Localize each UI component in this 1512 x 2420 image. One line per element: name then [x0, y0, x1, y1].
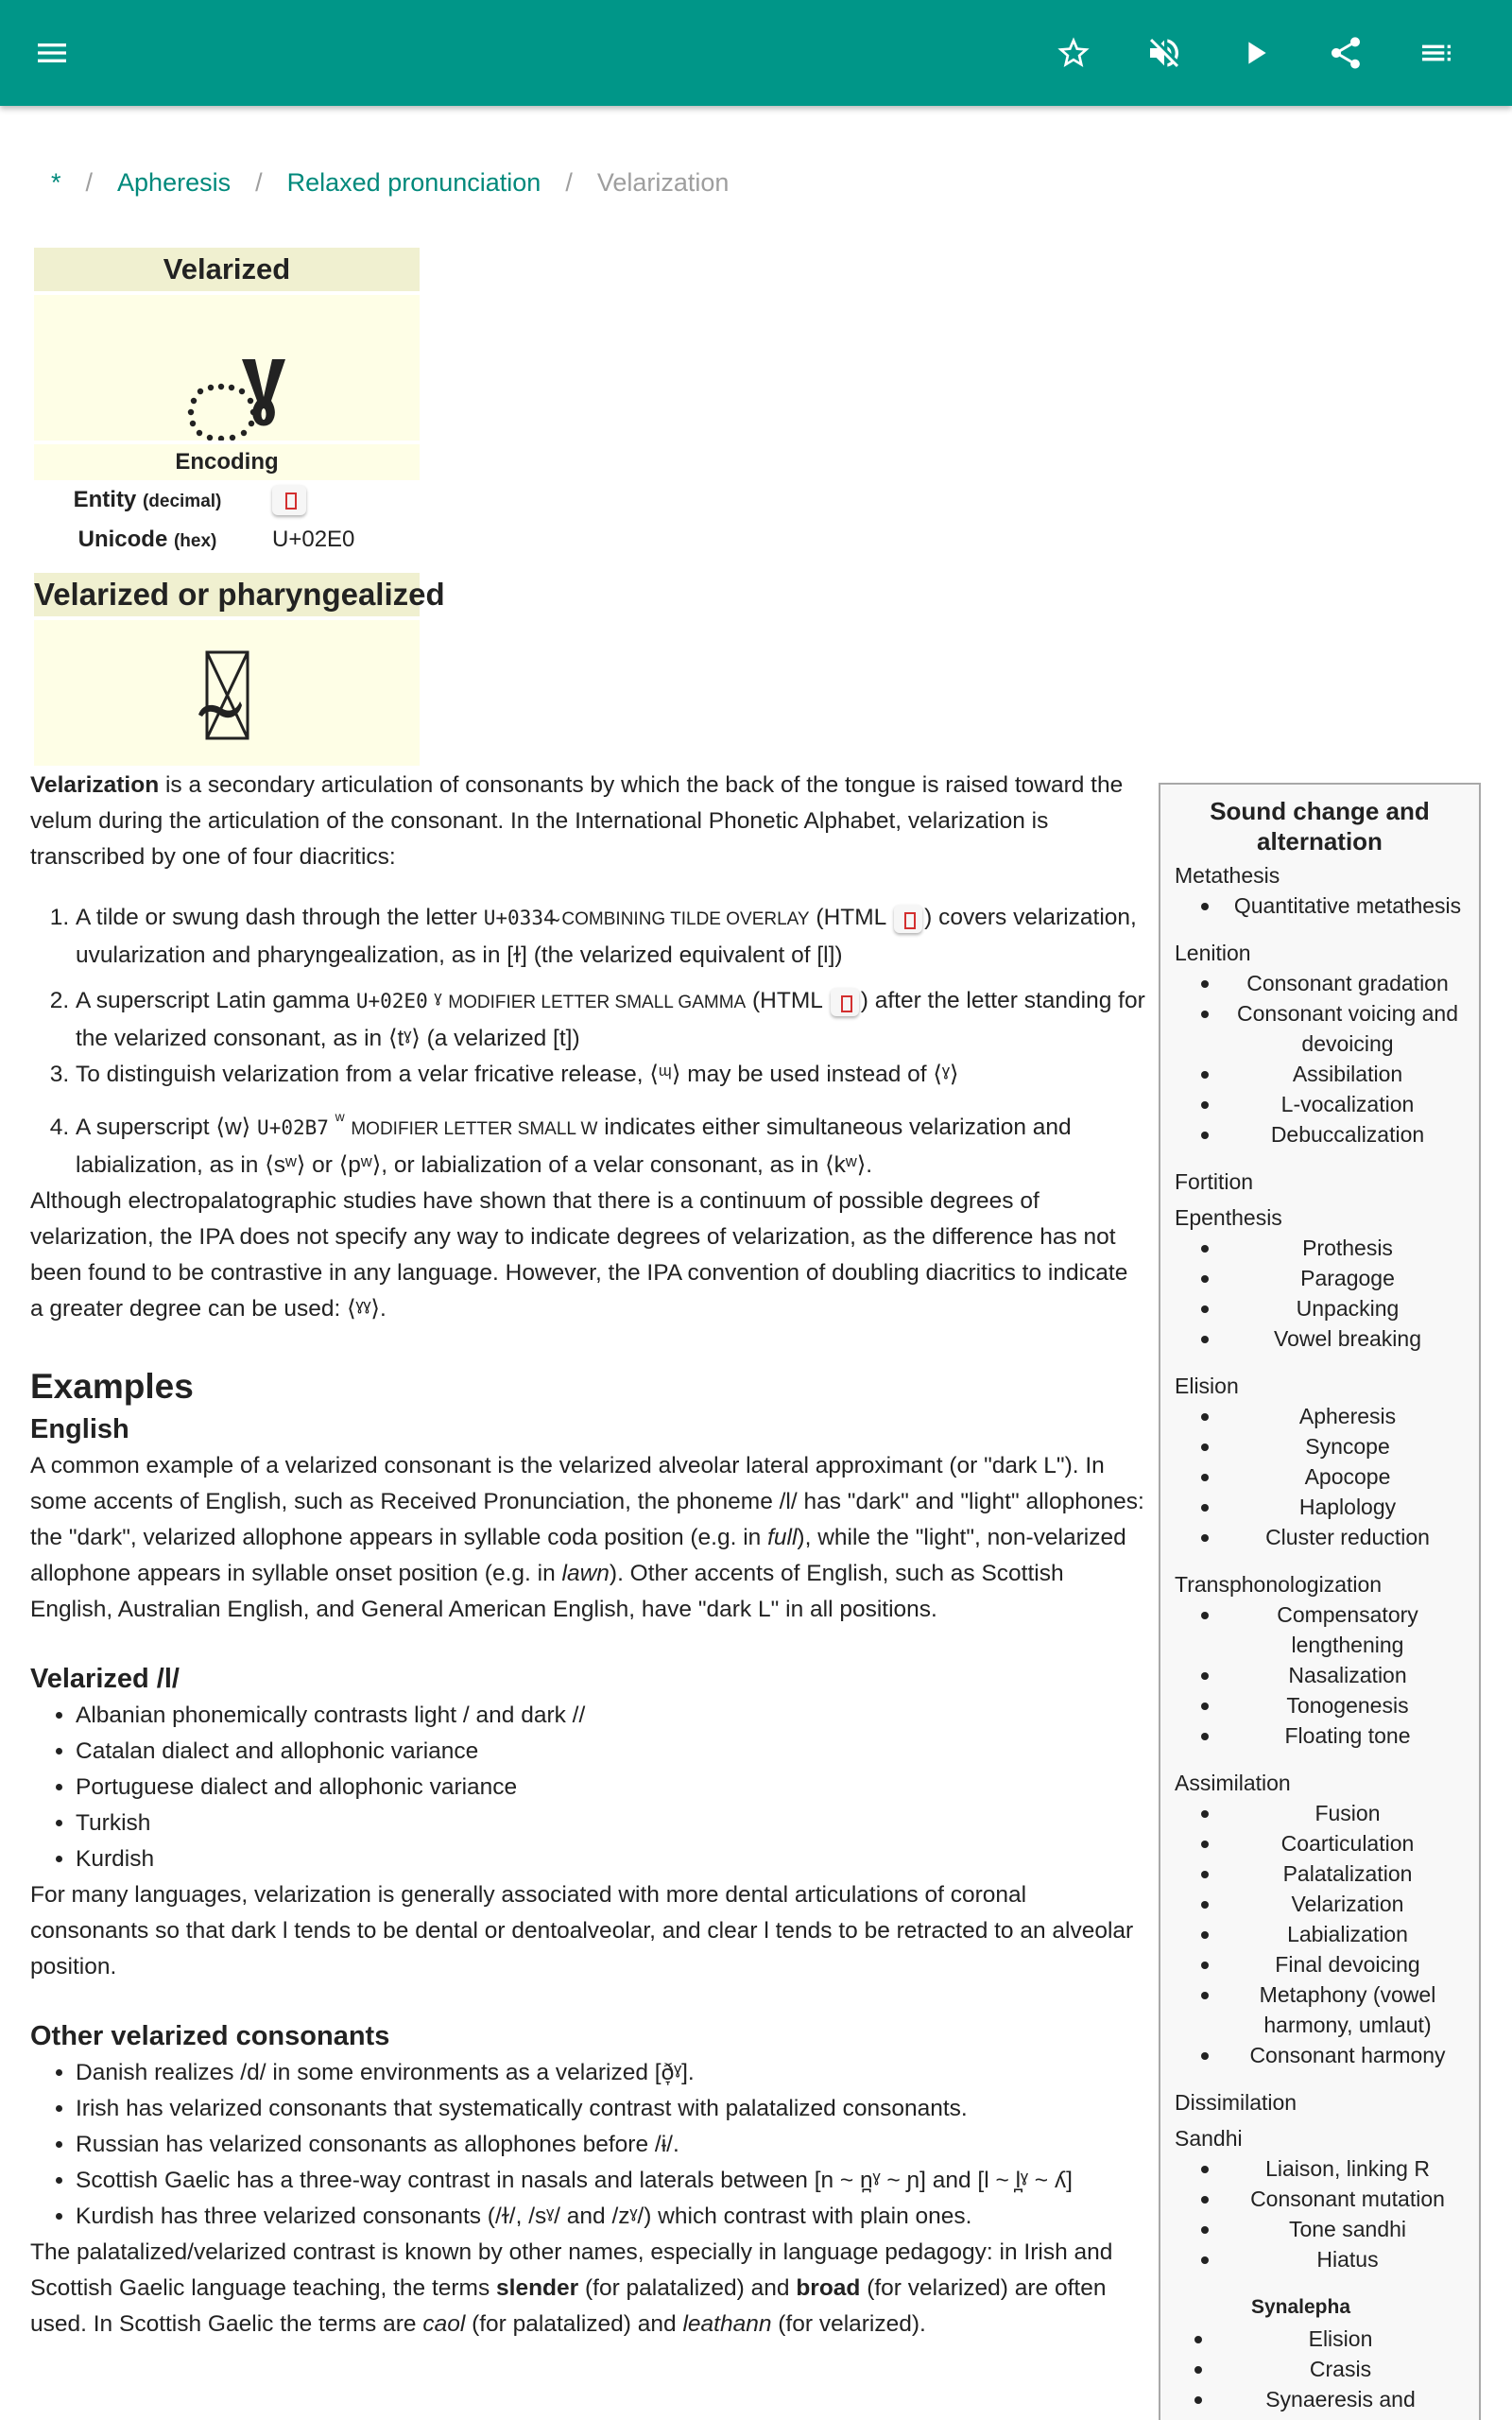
- text: (for palatalized) and: [578, 2275, 797, 2302]
- navbox-group-label[interactable]: Lenition: [1175, 941, 1251, 965]
- navbox-link-liaison-linking-r[interactable]: Liaison, linking R: [1175, 2153, 1479, 2184]
- term-italic: leathann: [682, 2311, 772, 2338]
- navbox-group-epenthesis: [1160, 1202, 1479, 1354]
- navbox-group-label[interactable]: Transphonologization: [1175, 1572, 1383, 1597]
- unicode-value: U+02E0: [272, 527, 355, 552]
- text: The palatalized/velarized contrast is known by other names, especially in language pedagogy: in Irish and Scottish Gaelic language teaching, the terms: [30, 2239, 1113, 2302]
- breadcrumb-separator: /: [255, 168, 263, 197]
- example-word: full: [767, 1525, 798, 1551]
- html-entity-button[interactable]: [894, 905, 922, 933]
- navbox-link-paragoge[interactable]: Paragoge: [1175, 1263, 1479, 1293]
- navbox-group-label[interactable]: Dissimilation: [1175, 2090, 1297, 2115]
- navbox-list: [1175, 1599, 1479, 1751]
- examples-heading: Examples: [30, 1367, 194, 1407]
- unicode-name: MODIFIER LETTER SMALL GAMMA: [448, 993, 747, 1012]
- text: (for velarized) are often used. In Scottish Gaelic the terms are: [30, 2275, 1107, 2338]
- item-text: (HTML: [746, 988, 829, 1013]
- entity-label: Entity: [73, 487, 137, 512]
- term-bold: Velarization: [30, 772, 160, 798]
- navbox-group-fortition: [1160, 1167, 1479, 1197]
- unicode-sub: (hex): [173, 531, 217, 551]
- article-body: [30, 768, 1145, 2342]
- degrees-paragraph: Although electropalatographic studies have shown that there is a continuum of possible degrees of velarization, the IPA does not specify any way to indicate degrees of velarization, as the difference has not been found to be contrastive in any language. However, the IPA convention of doubling diacritics to indicate a greater degree can be used: ⟨ˠˠ⟩.: [30, 1188, 1128, 1322]
- navbox-link-final-devoicing[interactable]: Final devoicing: [1175, 1949, 1479, 1979]
- navbox-link-fusion[interactable]: Fusion: [1175, 1798, 1479, 1828]
- text: (for palatalized) and: [465, 2311, 683, 2338]
- html-entity-button[interactable]: [831, 988, 859, 1016]
- navbox-link-tone-sandhi[interactable]: Tone sandhi: [1175, 2214, 1479, 2244]
- navbox-link-assibilation[interactable]: Assibilation: [1175, 1059, 1479, 1089]
- navbox-link-l-vocalization[interactable]: L-vocalization: [1175, 1089, 1479, 1119]
- text: ), while the "light", non-velarized allophone appears in syllable onset position (e.g. in: [30, 1525, 1126, 1587]
- navbox-link-debuccalization[interactable]: Debuccalization: [1175, 1119, 1479, 1150]
- list-item: • Albanian phonemically contrasts light / and dark //: [76, 1698, 1145, 1734]
- unicode-name: MODIFIER LETTER SMALL W: [351, 1119, 598, 1140]
- navbox-group-assimilation: [1160, 1768, 1479, 2070]
- encoding-heading: Encoding: [34, 444, 420, 480]
- glyph: ʷ: [335, 1110, 345, 1131]
- navbox-link-floating-tone[interactable]: Floating tone: [1175, 1720, 1479, 1751]
- intro-text: is a secondary articulation of consonants by which the back of the tongue is raised toward the velum during the articulation of the consonant. In the International Phonetic Alphabet, velarization is transcribed by one of four diacritics:: [30, 772, 1124, 870]
- list-item: • Irish has velarized consonants that systematically contrast with palatalized consonants.: [76, 2091, 1145, 2127]
- navbox-link-quantitative-metathesis[interactable]: Quantitative metathesis: [1175, 890, 1479, 921]
- breadcrumb-apheresis[interactable]: Apheresis: [117, 168, 232, 197]
- infobox: [34, 248, 445, 766]
- text: A common example of a velarized consonant is the velarized alveolar lateral approximant (or "dark L"). In some accents of English, such as Received Pronunciation, the phoneme /l/ has "dark" and "light" allophones: the "dark", velarized allophone appears in syllable coda position (e.g. in: [30, 1453, 1144, 1551]
- navbox-subheading-synalepha[interactable]: Synalepha: [1250, 2296, 1351, 2318]
- diacritics-list: [30, 900, 1145, 1184]
- mute-button[interactable]: [1141, 29, 1188, 77]
- list-item: • Danish realizes /d/ in some environments as a velarized [ð̞ˠ].: [76, 2055, 1145, 2091]
- navbox-link-coarticulation[interactable]: Coarticulation: [1175, 1828, 1479, 1858]
- item-text: ) covers velarization, uvularization and pharyngealization, as in [ɫ] (the velarized equivalent of [l]): [76, 905, 1137, 968]
- english-paragraph: [30, 1448, 1145, 1628]
- navbox-group-label[interactable]: Epenthesis: [1175, 1205, 1282, 1230]
- navbox-link-consonant-gradation[interactable]: Consonant gradation: [1175, 968, 1479, 998]
- navbox-link-haplology[interactable]: Haplology: [1175, 1492, 1479, 1522]
- infobox-title: Velarized: [34, 248, 420, 291]
- volume-off-icon: [1145, 34, 1183, 72]
- navbox-list: [1175, 1798, 1479, 2070]
- list-item: [76, 983, 1145, 1057]
- intro-paragraph: [30, 768, 1145, 875]
- missing-glyph-tilde-icon: [34, 620, 420, 766]
- breadcrumb-current: Velarization: [596, 168, 730, 197]
- navbox-link-consonant-voicing-and-devoicing[interactable]: Consonant voicing and devoicing: [1175, 998, 1479, 1059]
- share-icon: [1327, 34, 1365, 72]
- breadcrumb-relaxed-pronunciation[interactable]: Relaxed pronunciation: [286, 168, 541, 197]
- navbox-link-compensatory-lengthening[interactable]: Compensatory lengthening: [1175, 1599, 1479, 1660]
- navbox-link-prothesis[interactable]: Prothesis: [1175, 1233, 1479, 1263]
- navbox-group-lenition: [1160, 938, 1479, 1150]
- app-bar: [0, 0, 1512, 106]
- list-item: • Scottish Gaelic has a three-way contrast in nasals and laterals between [n ~ n̪ˠ ~ ɲ] and [l ~ l̪ˠ ~ ʎ]: [76, 2163, 1145, 2199]
- navbox-group-label[interactable]: Elision: [1175, 1374, 1239, 1398]
- navbox-link-nasalization[interactable]: Nasalization: [1175, 1660, 1479, 1690]
- navbox-link-unpacking[interactable]: Unpacking: [1175, 1293, 1479, 1323]
- navbox-link-consonant-harmony[interactable]: Consonant harmony: [1175, 2040, 1479, 2070]
- velarized-l-list: [30, 1698, 1145, 1877]
- menu-button[interactable]: [28, 29, 76, 77]
- navbox-link-cluster-reduction[interactable]: Cluster reduction: [1175, 1522, 1479, 1552]
- star-outline-icon: [1055, 34, 1092, 72]
- navbox-list: [1175, 1401, 1479, 1552]
- navbox-link-tonogenesis[interactable]: Tonogenesis: [1175, 1690, 1479, 1720]
- navbox-link-apheresis[interactable]: Apheresis: [1175, 1401, 1479, 1431]
- unicode-code: U+02B7: [257, 1116, 329, 1140]
- list-item: • Kurdish has three velarized consonants (/ɫ/, /sˠ/ and /zˠ/) which contrast with plain ones.: [76, 2199, 1145, 2235]
- tilde-overlay-glyph: [34, 620, 420, 766]
- navbox-group-label[interactable]: Assimilation: [1175, 1771, 1291, 1795]
- unicode-code: U+0334: [483, 907, 556, 929]
- breadcrumb-separator: /: [565, 168, 573, 197]
- term-italic: caol: [422, 2311, 466, 2338]
- list-item: • Portuguese dialect and allophonic variance: [76, 1770, 1145, 1806]
- velarized-glyph: [34, 295, 420, 441]
- unicode-name: COMBINING TILDE OVERLAY: [561, 909, 810, 929]
- navbox-group-sandhi: [1160, 2123, 1479, 2274]
- item-text: indicates either simultaneous velarization and labialization, as in ⟨sʷ⟩ or ⟨pʷ⟩, or labialization of a velar consonant, as in ⟨kʷ⟩.: [76, 1115, 1072, 1179]
- navbox-link-apocope[interactable]: Apocope: [1175, 1461, 1479, 1492]
- navbox-list: [1175, 968, 1479, 1150]
- navbox-group-label[interactable]: Metathesis: [1175, 863, 1280, 888]
- entity-sub: (decimal): [142, 492, 222, 511]
- navbox-group-metathesis: [1160, 860, 1479, 921]
- pedagogy-paragraph: [30, 2235, 1145, 2342]
- navbox-group-dissimilation: [1160, 2087, 1479, 2118]
- play-button[interactable]: [1231, 29, 1279, 77]
- other-consonants-heading: Other velarized consonants: [30, 2021, 390, 2052]
- sound-change-navbox: [1159, 783, 1481, 2420]
- unicode-row: [34, 520, 420, 560]
- list-item: • Kurdish: [76, 1841, 1145, 1877]
- item-text: ) after the letter standing for the velarized consonant, as in ⟨tˠ⟩ (a velarized [t]): [76, 988, 1145, 1051]
- dental-paragraph: For many languages, velarization is generally associated with more dental articulations of coronal consonants so that dark l tends to be dental or dentoalveolar, and clear l tends to be retracted to an alveolar position.: [30, 1882, 1134, 1980]
- navbox-group-label[interactable]: Fortition: [1175, 1169, 1254, 1194]
- list-item: [76, 1057, 1145, 1093]
- list-item: • Russian has velarized consonants as allophones before /ɨ/.: [76, 2127, 1145, 2163]
- example-word: lawn: [561, 1561, 610, 1587]
- unicode-code: U+02E0: [355, 990, 428, 1012]
- navbox-link-syncope[interactable]: Syncope: [1175, 1431, 1479, 1461]
- navbox-link-synaeresis-and[interactable]: Synaeresis and: [1160, 2384, 1479, 2414]
- contents-button[interactable]: [1413, 29, 1460, 77]
- item-text: To distinguish velarization from a velar fricative release, ⟨ᶭ⟩ may be used instead of ⟨ˠ⟩: [76, 1062, 959, 1087]
- bookmark-button[interactable]: [1050, 29, 1097, 77]
- unicode-label: Unicode: [77, 527, 168, 552]
- breadcrumb: [51, 168, 729, 198]
- dotted-circle-gamma-icon: [34, 295, 420, 441]
- text: (for velarized).: [771, 2311, 926, 2338]
- breadcrumb-separator: /: [85, 168, 94, 197]
- navbox-link-consonant-mutation[interactable]: Consonant mutation: [1175, 2184, 1479, 2214]
- item-text: A superscript ⟨w⟩: [76, 1115, 258, 1141]
- item-text: A tilde or swung dash through the letter: [76, 905, 484, 930]
- navbox-link-vowel-breaking[interactable]: Vowel breaking: [1175, 1323, 1479, 1354]
- navbox-list: [1175, 2153, 1479, 2274]
- english-heading: English: [30, 1414, 129, 1445]
- other-consonants-list: [30, 2055, 1145, 2235]
- list-item: [76, 1102, 1145, 1184]
- navbox-list: [1160, 2324, 1479, 2414]
- play-icon: [1236, 34, 1274, 72]
- share-button[interactable]: [1322, 29, 1369, 77]
- navbox-list: [1175, 1233, 1479, 1354]
- infobox-title-2: Velarized or pharyngealized: [34, 573, 420, 616]
- velarized-l-heading: Velarized /l/: [30, 1664, 180, 1695]
- list-item: [76, 900, 1145, 974]
- navbox-title: Sound change and alternation: [1210, 797, 1430, 856]
- navbox-list: [1175, 890, 1479, 921]
- navbox-link-elision[interactable]: Elision: [1160, 2324, 1479, 2354]
- navbox-link-crasis[interactable]: Crasis: [1160, 2354, 1479, 2384]
- entity-copy-button[interactable]: [272, 485, 306, 515]
- list-item: • Catalan dialect and allophonic variance: [76, 1734, 1145, 1770]
- item-text: A superscript Latin gamma: [76, 988, 356, 1013]
- navbox-link-palatalization[interactable]: Palatalization: [1175, 1858, 1479, 1889]
- playlist-icon: [1418, 34, 1455, 72]
- entity-row: [34, 480, 420, 520]
- navbox-link-labialization[interactable]: Labialization: [1175, 1919, 1479, 1949]
- navbox-link-metaphony-vowel-harmony-umlaut[interactable]: Metaphony (vowel harmony, umlaut): [1175, 1979, 1479, 2040]
- item-text: (HTML: [809, 905, 893, 930]
- navbox-group-label[interactable]: Sandhi: [1175, 2126, 1243, 2151]
- term-bold: broad: [796, 2275, 861, 2302]
- list-item: • Turkish: [76, 1806, 1145, 1841]
- text: ). Other accents of English, such as Scottish English, Australian English, and General American English, have "dark L" in all positions.: [30, 1561, 1064, 1623]
- navbox-link-velarization[interactable]: Velarization: [1175, 1889, 1479, 1919]
- navbox-link-hiatus[interactable]: Hiatus: [1175, 2244, 1479, 2274]
- breadcrumb-home[interactable]: *: [51, 168, 61, 197]
- glyph: ˠ: [434, 988, 442, 1013]
- menu-icon: [33, 34, 71, 72]
- term-bold: slender: [496, 2275, 579, 2302]
- navbox-group-elision: [1160, 1371, 1479, 1552]
- navbox-group-transphonologization: [1160, 1569, 1479, 1751]
